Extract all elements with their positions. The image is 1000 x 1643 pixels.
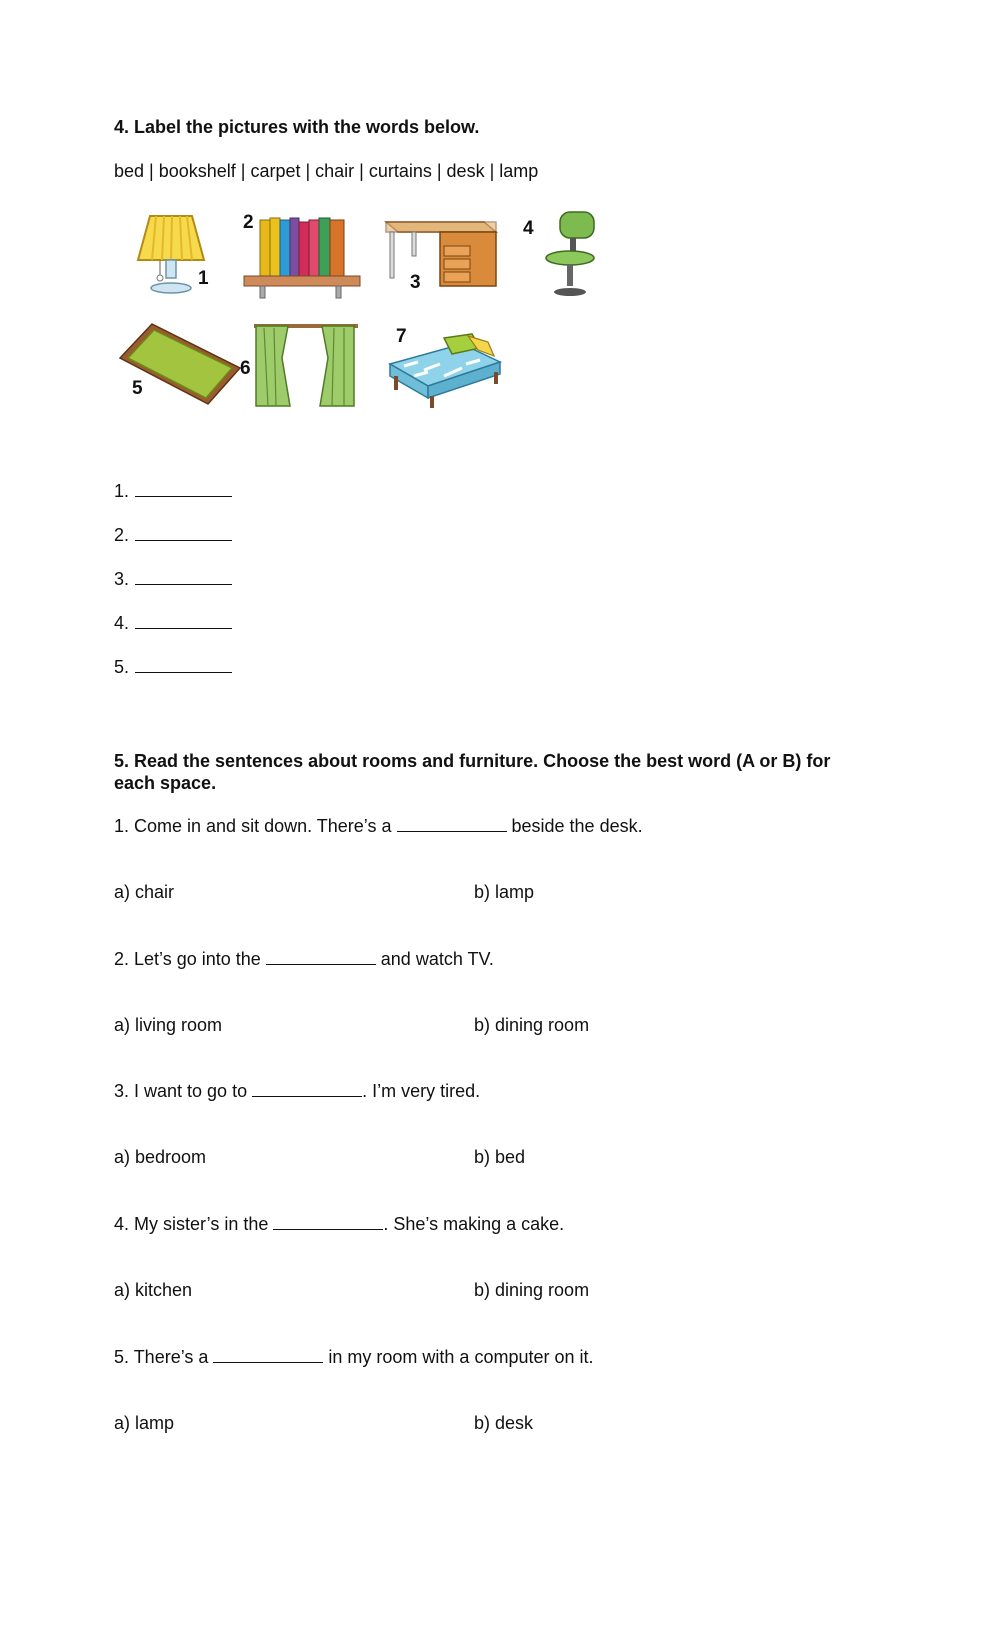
option-b[interactable]: b) lamp bbox=[474, 882, 535, 902]
question-blank[interactable] bbox=[252, 1080, 362, 1097]
answer-line[interactable]: 5. bbox=[114, 656, 232, 678]
option-a[interactable]: a) living room bbox=[114, 1015, 223, 1035]
answer-blank[interactable] bbox=[135, 524, 232, 541]
answer-blank[interactable] bbox=[135, 612, 232, 629]
desk-icon bbox=[384, 210, 504, 310]
word-bank: bed | bookshelf | carpet | chair | curtains | desk | lamp bbox=[114, 161, 539, 181]
answer-blank[interactable] bbox=[135, 568, 232, 585]
option-a[interactable]: a) lamp bbox=[114, 1413, 175, 1433]
question-sentence: 4. My sister’s in the . She’s making a cake. bbox=[114, 1214, 565, 1234]
option-b[interactable]: b) desk bbox=[474, 1413, 534, 1433]
section-4-heading: 4. Label the pictures with the words below. bbox=[114, 117, 480, 137]
picture-number: 3 bbox=[410, 272, 421, 293]
answer-blank[interactable] bbox=[135, 480, 232, 497]
chair-icon bbox=[520, 208, 610, 308]
bed-icon bbox=[384, 322, 508, 412]
answer-line[interactable]: 1. bbox=[114, 480, 232, 502]
carpet-icon bbox=[116, 318, 244, 410]
picture-number: 6 bbox=[240, 358, 251, 379]
answer-line[interactable]: 4. bbox=[114, 612, 232, 634]
option-b[interactable]: b) dining room bbox=[474, 1280, 590, 1300]
option-b[interactable]: b) bed bbox=[474, 1147, 526, 1167]
question-blank[interactable] bbox=[266, 948, 376, 965]
picture-number: 7 bbox=[396, 326, 407, 347]
question-blank[interactable] bbox=[213, 1346, 323, 1363]
picture-number: 5 bbox=[132, 378, 143, 399]
curtains-icon bbox=[238, 318, 368, 413]
question-sentence: 5. There’s a in my room with a computer on it. bbox=[114, 1347, 594, 1367]
section-5-heading: 5. Read the sentences about rooms and furniture. Choose the best word (A or B) for each space. bbox=[114, 751, 831, 793]
question-sentence: 3. I want to go to . I’m very tired. bbox=[114, 1081, 481, 1101]
answer-blank[interactable] bbox=[135, 656, 232, 673]
picture-number: 4 bbox=[523, 218, 534, 239]
answer-line[interactable]: 3. bbox=[114, 568, 232, 590]
option-b[interactable]: b) dining room bbox=[474, 1015, 590, 1035]
bookshelf-icon bbox=[240, 210, 370, 310]
lamp-icon bbox=[130, 210, 230, 310]
answer-line[interactable]: 2. bbox=[114, 524, 232, 546]
question-sentence: 1. Come in and sit down. There’s a beside the desk. bbox=[114, 816, 643, 836]
picture-number: 1 bbox=[198, 268, 209, 289]
option-a[interactable]: a) bedroom bbox=[114, 1147, 207, 1167]
question-blank[interactable] bbox=[273, 1213, 383, 1230]
option-a[interactable]: a) kitchen bbox=[114, 1280, 193, 1300]
option-a[interactable]: a) chair bbox=[114, 882, 175, 902]
question-sentence: 2. Let’s go into the and watch TV. bbox=[114, 949, 494, 969]
picture-number: 2 bbox=[243, 212, 254, 233]
question-blank[interactable] bbox=[397, 815, 507, 832]
